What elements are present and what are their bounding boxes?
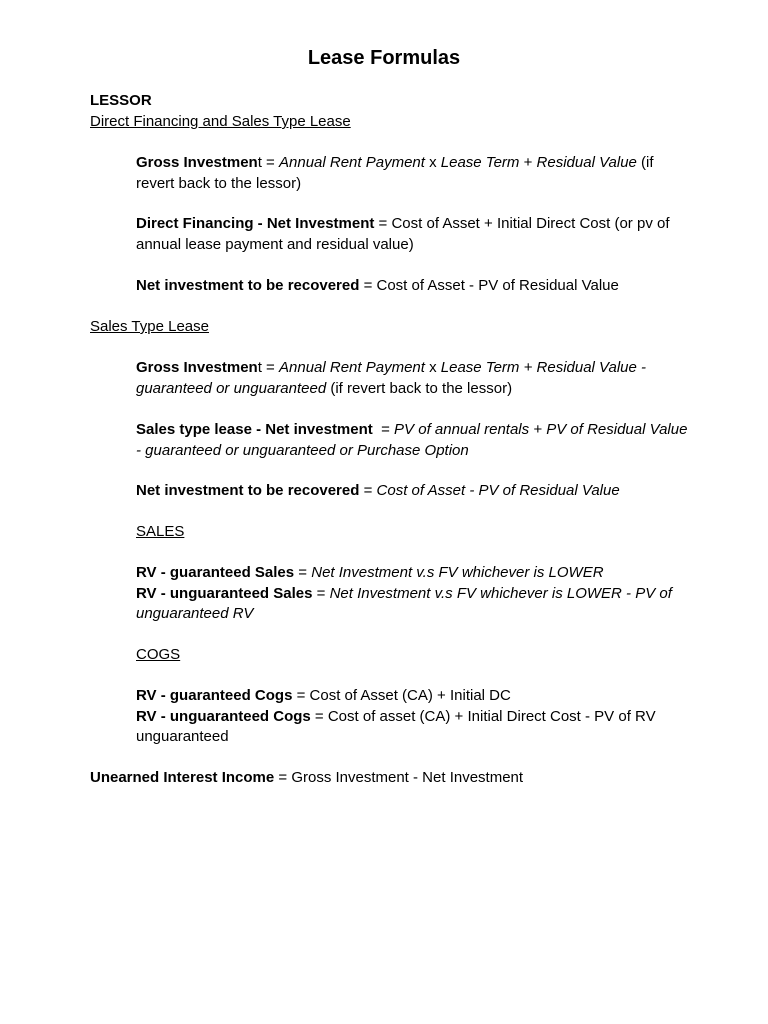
lessor-heading-text: LESSOR	[90, 92, 152, 109]
df-gross-eq: =	[261, 154, 279, 171]
df-gross-plus: +	[519, 154, 537, 171]
st-gross-eq: =	[261, 359, 279, 376]
df-gross-term2: Lease Term	[440, 154, 520, 171]
section-sales-type-heading-text: Sales Type Lease	[90, 318, 209, 335]
cogs-heading	[136, 645, 696, 666]
df-recover-text: = Cost of Asset - PV of Residual Value	[359, 277, 619, 294]
sales-heading-text: SALES	[136, 523, 185, 540]
df-gross-times: x	[424, 154, 441, 171]
st-gross-label-b: t	[257, 359, 262, 376]
st-gross-times: x	[424, 359, 441, 376]
sales-unguar-eq: =	[312, 584, 330, 602]
section-direct-financing-heading	[90, 112, 690, 133]
df-gross-investment-formula	[136, 153, 696, 194]
unearned-interest-income-formula	[90, 768, 690, 789]
st-gross-investment-formula	[136, 358, 696, 399]
st-net-formula: PV of annual rentals + PV of Residual Value - guaranteed or unguaranteed or Purchase Option	[136, 421, 688, 459]
df-gross-label-b: t	[257, 154, 262, 171]
st-net-eq: =	[372, 421, 395, 438]
unearned-text: = Gross Investment - Net Investment	[274, 769, 524, 786]
cogs-guar-label: RV - guaranteed Cogs	[136, 687, 293, 704]
sales-unguar-formula: Net Investment v.s FV whichever is LOWER - PV of unguaranteed RV	[136, 584, 672, 623]
df-gross-term1: Annual Rent Payment	[279, 154, 425, 171]
st-gross-term2: Lease Term + Residual Value - guaranteed or unguaranteed	[136, 359, 647, 397]
sales-unguar-label: RV - unguaranteed Sales	[136, 584, 313, 602]
cogs-guar-text: = Cost of Asset (CA) + Initial DC	[292, 687, 511, 704]
df-gross-label-a: Gross Investmen	[136, 154, 258, 171]
df-gross-tail: (if revert back to the lessor)	[136, 154, 654, 192]
st-net-recovered-formula	[136, 481, 696, 502]
df-net-label: Direct Financing - Net Investment	[136, 215, 375, 232]
st-recover-formula: Cost of Asset - PV of Residual Value	[376, 482, 620, 499]
rv-guaranteed-cogs-formula	[136, 686, 696, 707]
document-title: Lease Formulas	[307, 47, 461, 69]
df-net-text: = Cost of Asset + Initial Direct Cost (or pv of annual lease payment and residual value)	[136, 215, 670, 253]
unearned-label: Unearned Interest Income	[90, 769, 275, 786]
cogs-unguar-label: RV - unguaranteed Cogs	[136, 707, 311, 725]
sales-guar-formula: Net Investment v.s FV whichever is LOWER	[311, 564, 604, 581]
rv-unguaranteed-sales-formula	[136, 584, 696, 625]
section-direct-financing-heading-text: Direct Financing and Sales Type Lease	[90, 113, 351, 130]
df-net-investment-formula	[136, 214, 696, 255]
cogs-unguar-text: = Cost of asset (CA) + Initial Direct Cost - PV of RV unguaranteed	[136, 707, 656, 746]
rv-guaranteed-sales-formula	[136, 563, 696, 584]
df-gross-term3: Residual Value	[536, 154, 637, 171]
st-gross-tail: (if revert back to the lessor)	[326, 379, 513, 397]
section-sales-type-heading	[90, 317, 690, 338]
rv-unguaranteed-cogs-formula	[136, 707, 696, 748]
sales-guar-label: RV - guaranteed Sales	[136, 564, 295, 581]
st-recover-eq: =	[359, 482, 377, 499]
cogs-heading-text: COGS	[136, 646, 181, 663]
st-net-label: Sales type lease - Net investment	[136, 421, 373, 438]
lessor-heading	[90, 91, 690, 112]
st-gross-label-a: Gross Investmen	[136, 359, 258, 376]
sales-guar-eq: =	[294, 564, 312, 581]
sales-heading	[136, 522, 696, 543]
st-recover-label: Net investment to be recovered	[136, 482, 360, 499]
df-net-recovered-formula	[136, 276, 696, 297]
df-recover-label: Net investment to be recovered	[136, 277, 360, 294]
st-gross-term1: Annual Rent Payment	[279, 359, 425, 376]
st-net-investment-formula	[136, 420, 696, 461]
